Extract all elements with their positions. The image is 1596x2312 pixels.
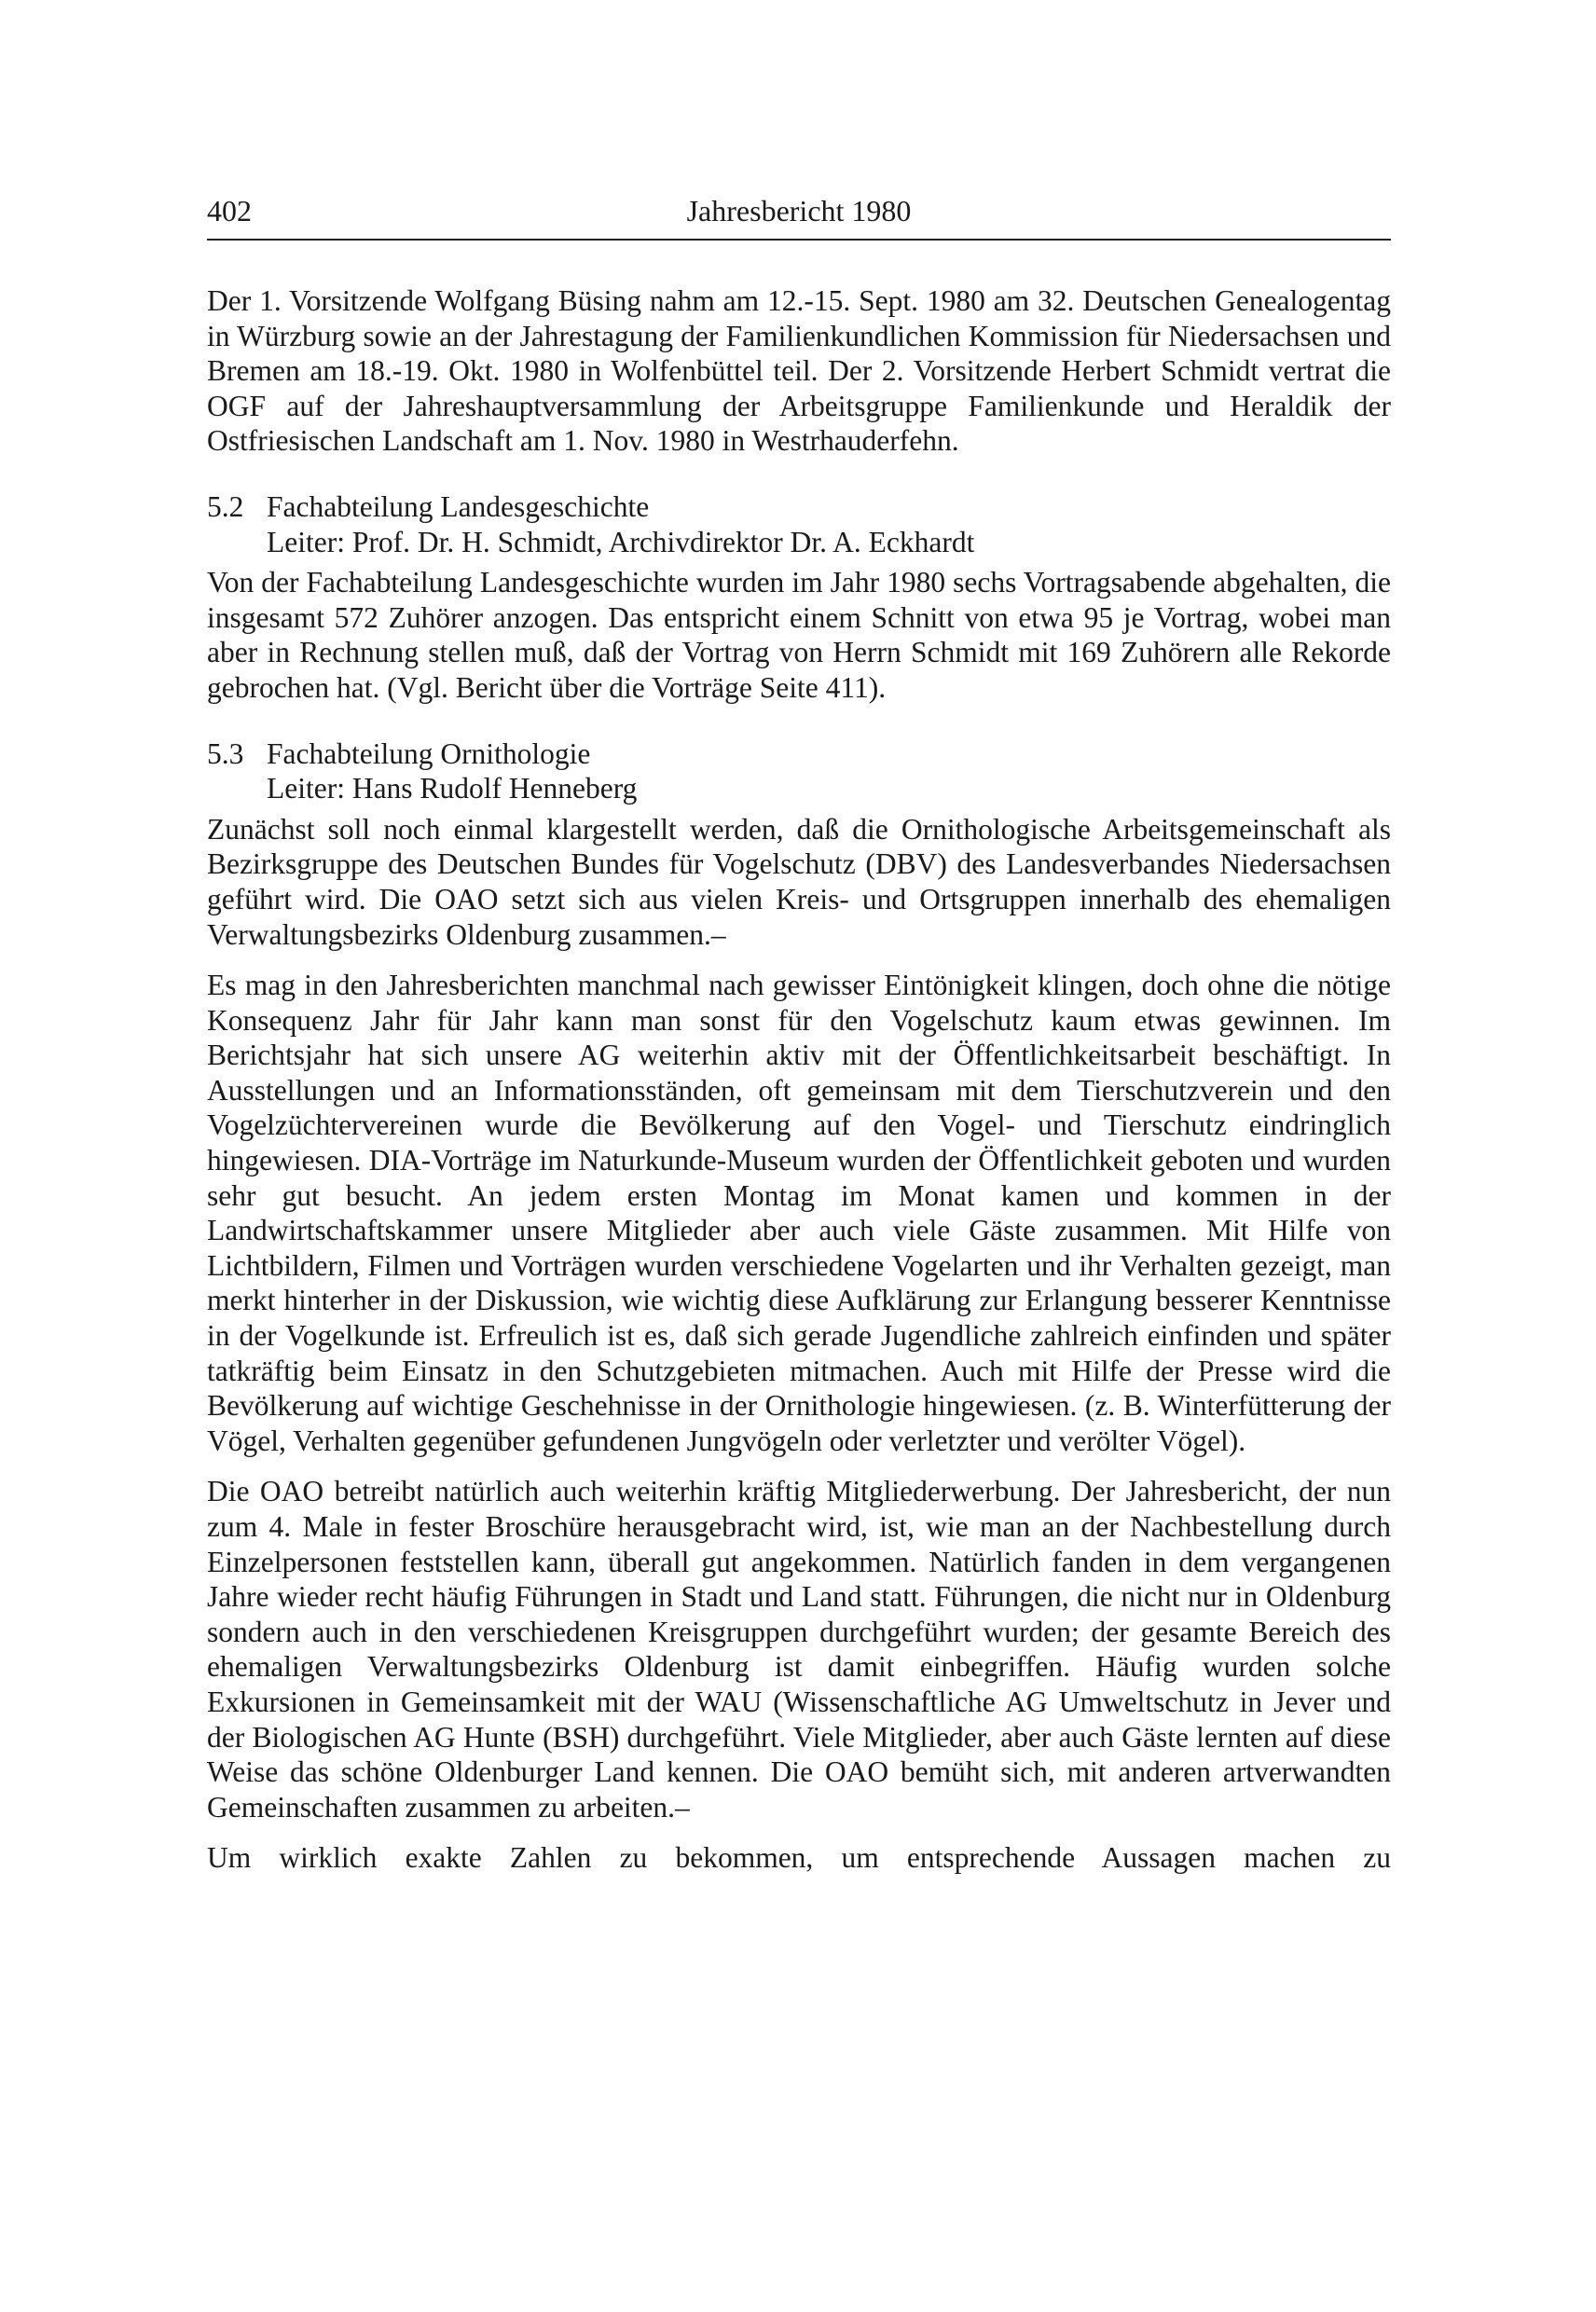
section-heading-ornithologie [207, 736, 1391, 806]
page-number: 402 [207, 194, 252, 227]
section-title: Fachabteilung Ornithologie [267, 736, 591, 770]
paragraph-ornithologie-2: Es mag in den Jahresberichten manchmal nach gewisser Eintönigkeit klingen, doch ohne die nötige Konsequenz Jahr für Jahr kann man sonst für den Vogelschutz kaum etwas gewinnen. Im Berichtsjahr hat sich unsere AG weiterhin aktiv mit der Öffentlichkeitsarbeit beschäftigt. In Ausstellungen und an Informationsständen, oft gemeinsam mit dem Tierschutzverein und den Vogelzüchtervereinen wurde die Bevölkerung auf den Vogel- und Tierschutz eindringlich hingewiesen. DIA-Vorträge im Naturkunde-Museum wurden der Öffentlichkeit geboten und wurden sehr gut besucht. An jedem ersten Montag im Monat kamen und kommen in der Landwirtschaftskammer unsere Mitglieder aber auch viele Gäste zusammen. Mit Hilfe von Lichtbildern, Filmen und Vorträgen wurden verschiedene Vogelarten und ihr Verhalten gezeigt, man merkt hinterher in der Diskussion, wie wichtig diese Aufklärung zur Erlangung besserer Kenntnisse in der Vogelkunde ist. Erfreulich ist es, daß sich gerade Jugendliche zahlreich einfinden und später tatkräftig beim Einsatz in den Schutzgebieten mitmachen. Auch mit Hilfe der Presse wird die Bevölkerung auf wichtige Geschehnisse in der Ornithologie hingewiesen. (z. B. Winterfütterung der Vögel, Verhalten gegenüber gefundenen Jungvögeln oder verletzter und verölter Vögel). [207, 969, 1391, 1457]
section-title: Fachabteilung Landesgeschichte [267, 489, 650, 523]
running-title: Jahresbericht 1980 [686, 194, 912, 227]
intro-paragraph: Der 1. Vorsitzende Wolfgang Büsing nahm am 12.-15. Sept. 1980 am 32. Deutschen Genealogentag in Würzburg sowie an der Jahrestagung der Familienkundlichen Kommission für Niedersachsen und Bremen am 18.-19. Okt. 1980 in Wolfenbüttel teil. Der 2. Vorsitzende Herbert Schmidt vertrat die OGF auf der Jahreshauptversammlung der Arbeitsgruppe Familienkunde und Heraldik der Ostfriesischen Landschaft am 1. Nov. 1980 in Westrhauderfehn. [207, 284, 1391, 458]
page-body [207, 283, 1391, 1876]
paragraph-landesgeschichte-1: Von der Fachabteilung Landesgeschichte wurden im Jahr 1980 sechs Vortragsabende abgehalten, die insgesamt 572 Zuhörer anzogen. Das entspricht einem Schnitt von etwa 95 je Vortrag, wobei man aber in Rechnung stellen muß, daß der Vortrag von Herrn Schmidt mit 169 Zuhörern alle Rekorde gebrochen hat. (Vgl. Bericht über die Vorträge Seite 411). [207, 566, 1391, 704]
page-header [207, 186, 1391, 235]
paragraph-ornithologie-3: Die OAO betreibt natürlich auch weiterhin kräftig Mitgliederwerbung. Der Jahresbericht, der nun zum 4. Male in fester Broschüre herausgebracht wird, ist, wie man an der Nachbestellung durch Einzelpersonen feststellen kann, überall gut angekommen. Natürlich fanden in dem vergangenen Jahre wieder recht häufig Führungen in Stadt und Land statt. Führungen, die nicht nur in Oldenburg sondern auch in den verschiedenen Kreisgruppen durchgeführt wurden; der gesamte Bereich des ehemaligen Verwaltungsbezirks Oldenburg ist damit einbegriffen. Häufig wurden solche Exkursionen in Gemeinsamkeit mit der WAU (Wissenschaftliche AG Umweltschutz in Jever und der Biologischen AG Hunte (BSH) durchgeführt. Viele Mitglieder, aber auch Gäste lernten auf diese Weise das schöne Oldenburger Land kennen. Die OAO bemüht sich, mit anderen artverwandten Gemeinschaften zusammen zu arbeiten.– [207, 1475, 1391, 1823]
document-page [207, 186, 1391, 1892]
section-heading-landesgeschichte [207, 489, 1391, 559]
paragraph-ornithologie-4: Um wirklich exakte Zahlen zu bekommen, um entsprechende Aussagen machen zu [207, 1841, 1391, 1875]
header-rule [207, 239, 1391, 241]
section-leader: Leiter: Prof. Dr. H. Schmidt, Archivdirektor Dr. A. Eckhardt [267, 525, 975, 558]
paragraph-ornithologie-1: Zunächst soll noch einmal klargestellt werden, daß die Ornithologische Arbeitsgemeinschaft als Bezirksgruppe des Deutschen Bundes für Vogelschutz (DBV) des Landesverbandes Niedersachsen geführt wird. Die OAO setzt sich aus vielen Kreis- und Ortsgruppen innerhalb des ehemaligen Verwaltungsbezirks Oldenburg zusammen.– [207, 812, 1391, 951]
section-number: 5.3 [207, 736, 244, 770]
section-number: 5.2 [207, 489, 244, 523]
section-leader: Leiter: Hans Rudolf Henneberg [267, 772, 638, 805]
